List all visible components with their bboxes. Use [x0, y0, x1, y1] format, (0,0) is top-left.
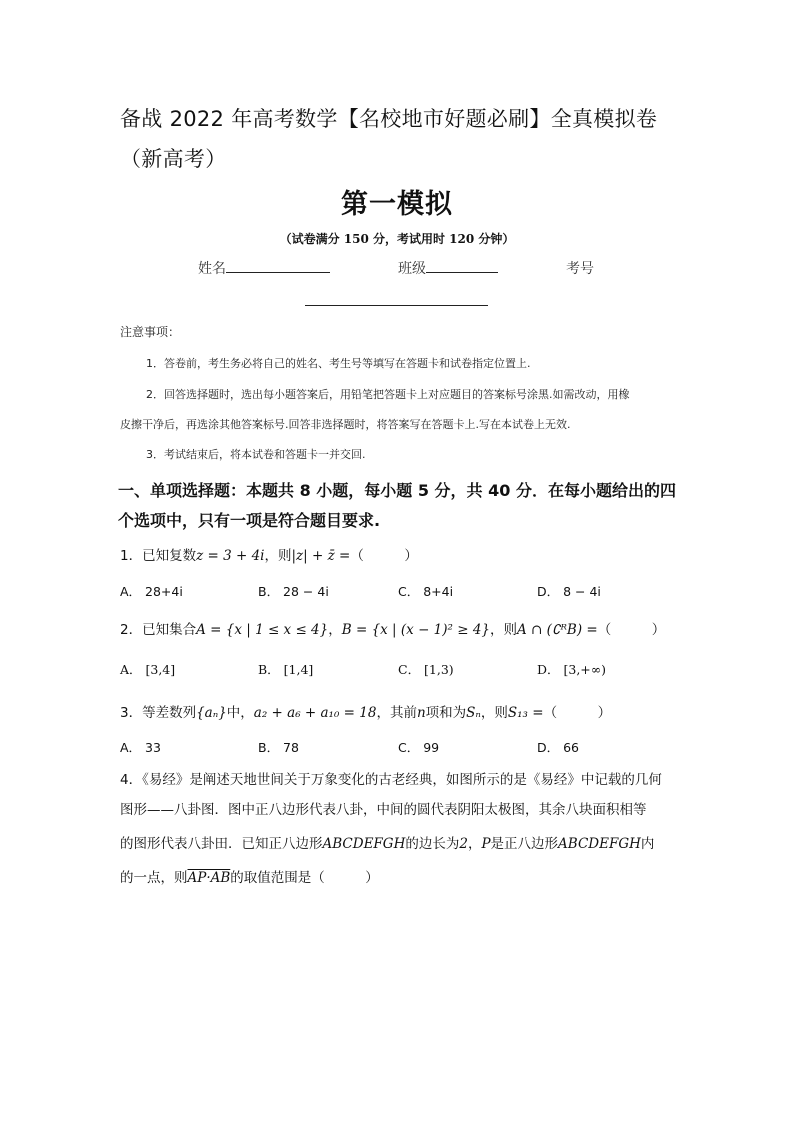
q1-expression: z = 3 + 4i — [196, 548, 265, 564]
q3-option-b[interactable]: B． 78 — [258, 740, 299, 755]
q1-answer-blank: （ ） — [350, 548, 418, 564]
q4-point: P — [481, 836, 491, 852]
q3-text: 3．等差数列 — [120, 705, 197, 721]
q4-polygon: ABCDEFGH — [558, 836, 641, 852]
q3-option-c[interactable]: C． 99 — [398, 740, 440, 755]
q3-text: ，则 — [480, 705, 508, 721]
notice-item: 1．答卷前，考生务必将自己的姓名、考生号等填写在答题卡和试卷指定位置上. — [146, 357, 531, 370]
q1-text: 1．已知复数 — [120, 548, 197, 564]
exam-note: （试卷满分 150 分，考试用时 120 分钟） — [279, 232, 515, 246]
q3-option-a[interactable]: A． 33 — [120, 740, 161, 755]
question-4-line: 图形——八卦图．图中正八边形代表八卦，中间的圆代表阴阳太极图，其余八块面积相等 — [120, 802, 647, 818]
q4-polygon: ABCDEFGH — [322, 836, 406, 852]
q4-text: 是正八边形 — [490, 836, 559, 852]
class-label: 班级 — [398, 261, 426, 277]
q1-text: ，则 — [264, 548, 292, 564]
question-4-line — [120, 832, 654, 852]
q2-option-b[interactable]: B． [1,4] — [258, 662, 314, 677]
id-field — [566, 258, 594, 278]
notice-item: 2．回答选择题时，选出每小题答案后，用铅笔把答题卡上对应题目的答案标号涂黑.如需改动，用橡 — [146, 388, 630, 401]
q3-variable: n — [416, 705, 426, 721]
name-blank[interactable] — [226, 258, 330, 273]
question-4-line — [120, 866, 379, 886]
question-3 — [120, 701, 611, 721]
exam-title: 第一模拟 — [341, 189, 453, 220]
q4-text: 的边长为 — [405, 836, 460, 852]
question-1 — [120, 544, 418, 564]
q2-option-d[interactable]: D． [3,+∞) — [537, 662, 607, 677]
name-field — [198, 258, 330, 278]
q3-text: ，其前 — [376, 705, 417, 721]
q2-set-b: B = {x | (x − 1)² ≥ 4} — [341, 622, 491, 638]
q4-length: 2 — [459, 836, 468, 852]
document-title: 备战 2022 年高考数学【名校地市好题必刷】全真模拟卷（新高考） — [120, 107, 658, 171]
class-blank[interactable] — [426, 258, 498, 273]
q3-variable: Sₙ — [466, 705, 481, 721]
id-label: 考号 — [566, 261, 594, 277]
q4-text: 的图形代表八卦田．已知正八边形 — [120, 836, 323, 852]
question-4-line: 4．《易经》是阐述天地世间关于万象变化的古老经典，如图所示的是《易经》中记载的几何 — [120, 772, 662, 788]
name-label: 姓名 — [198, 261, 226, 277]
q2-text: 2．已知集合 — [120, 622, 197, 638]
q4-vector-expression: AP·AB — [187, 870, 231, 886]
q4-text: 的一点，则 — [120, 870, 188, 886]
q2-option-a[interactable]: A． [3,4] — [120, 662, 176, 677]
id-blank[interactable] — [305, 305, 488, 306]
q2-text: ， — [328, 622, 342, 638]
q3-sequence: {aₙ} — [196, 705, 227, 721]
q3-expression: a₂ + a₆ + a₁₀ = 18 — [253, 705, 377, 721]
class-field — [398, 258, 498, 278]
section-heading: 一、单项选择题：本题共 8 小题，每小题 5 分，共 40 分．在每小题给出的四个选项中，只有一项是符合题目要求. — [118, 481, 676, 530]
q1-option-b[interactable]: B． 28 − 4i — [258, 584, 329, 599]
q3-text: 中， — [226, 705, 254, 721]
q2-option-c[interactable]: C． [1,3) — [398, 662, 454, 677]
q1-option-a[interactable]: A． 28+4i — [120, 584, 183, 599]
q2-expression: A ∩ (∁ᴿB) = — [517, 622, 598, 638]
q3-text: 项和为 — [425, 705, 467, 721]
q2-set-a: A = {x | 1 ≤ x ≤ 4} — [196, 622, 329, 638]
q3-option-d[interactable]: D． 66 — [537, 740, 580, 755]
q2-text: ，则 — [490, 622, 518, 638]
q4-text: 内 — [640, 836, 655, 852]
q4-answer-blank: 的取值范围是（ ） — [230, 870, 379, 886]
q2-answer-blank: （ ） — [597, 622, 666, 638]
q1-option-c[interactable]: C． 8+4i — [398, 584, 454, 599]
q3-answer-blank: （ ） — [543, 705, 612, 721]
q1-option-d[interactable]: D． 8 − 4i — [537, 584, 601, 599]
q4-text: ， — [467, 836, 482, 852]
q1-expression: |z| + z̄ = — [291, 548, 351, 564]
q3-expression: S₁₃ = — [507, 705, 544, 721]
question-2 — [120, 618, 665, 638]
notice-item: 3．考试结束后，将本试卷和答题卡一并交回. — [146, 448, 366, 461]
notice-heading: 注意事项： — [120, 325, 181, 339]
notice-item: 皮擦干净后，再选涂其他答案标号.回答非选择题时，将答案写在答题卡上.写在本试卷上无效. — [120, 418, 571, 431]
